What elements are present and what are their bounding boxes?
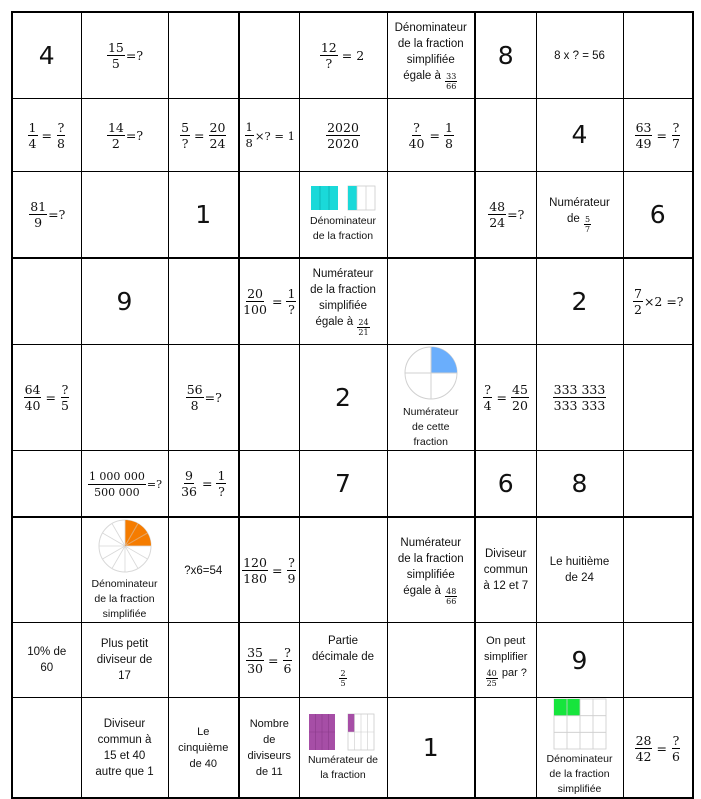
given-number: 6 — [497, 468, 514, 498]
cell-r2c5[interactable] — [387, 171, 475, 258]
math-expression: $\frac{56}{8}$ =? — [186, 382, 222, 413]
clue-text: 10% de 60 — [27, 646, 67, 674]
illustrated-clue: Dénominateur de la fraction — [300, 185, 387, 244]
cell-r0c5[interactable] — [387, 12, 475, 98]
cell-r3c8[interactable] — [623, 258, 693, 344]
cell-r8c5[interactable] — [387, 698, 475, 799]
math-expression: $\frac{28}{42}$ = $\frac{?}{6}$ — [635, 732, 680, 764]
cell-r2c3[interactable] — [239, 171, 299, 258]
illustrated-clue: Numérateur de cette fraction — [388, 345, 475, 450]
grid-row — [12, 98, 693, 171]
math-expression: $\frac{?}{4}$ = $\frac{45}{20}$ — [483, 382, 528, 413]
given-number: 7 — [335, 468, 351, 498]
cell-r0c6[interactable] — [475, 12, 536, 98]
cell-r2c2[interactable] — [168, 171, 239, 258]
bar-fraction-cyan-illustration — [310, 185, 376, 211]
cell-r5c1[interactable] — [81, 450, 168, 517]
cell-r2c1[interactable] — [81, 171, 168, 258]
cell-r7c7[interactable] — [536, 623, 623, 698]
cell-r4c2[interactable] — [168, 344, 239, 450]
cell-r2c0[interactable] — [12, 171, 81, 258]
cell-r4c8[interactable] — [623, 344, 693, 450]
cell-r8c3[interactable] — [239, 698, 299, 799]
cell-r5c4[interactable] — [299, 450, 387, 517]
cell-r1c2[interactable] — [168, 98, 239, 171]
pie-twelfths-orange-illustration — [97, 518, 153, 574]
clue-text: Numérateur de la fraction simplifiée égale à $\frac{48}{66}$ — [397, 536, 464, 606]
cell-r7c5[interactable] — [387, 623, 475, 698]
clue-text: Diviseur commun à 15 et 40 autre que 1 — [95, 717, 154, 778]
grid-row — [12, 258, 693, 344]
cell-r8c4[interactable] — [299, 698, 387, 799]
math-expression: $\frac{2020}{2020}$ — [327, 119, 359, 151]
math-expression: $\frac{15}{5}$ =? — [107, 40, 144, 72]
math-expression: $\frac{35}{30}$ = $\frac{?}{6}$ — [247, 645, 292, 676]
cell-r8c2[interactable] — [168, 698, 239, 799]
given-number: 9 — [571, 645, 588, 675]
clue-text: On peut simplifier $\frac{40}{25}$ par ? — [484, 634, 528, 688]
grid-row — [12, 623, 693, 698]
cell-r0c4[interactable] — [299, 12, 387, 98]
cell-r8c0[interactable] — [12, 698, 81, 799]
cell-r7c4[interactable] — [299, 623, 387, 698]
cell-r6c3[interactable] — [239, 517, 299, 623]
cell-r2c4[interactable] — [299, 171, 387, 258]
cell-r1c0[interactable] — [12, 98, 81, 171]
math-expression: $\frac{?}{40}$ = $\frac{1}{8}$ — [408, 119, 453, 151]
cell-r1c5[interactable] — [387, 98, 475, 171]
cell-r3c7[interactable] — [536, 258, 623, 344]
math-expression: $\frac{64}{40}$ = $\frac{?}{5}$ — [24, 382, 69, 413]
math-expression: $\frac{7}{2}$ ×2 =? — [633, 286, 684, 318]
cell-r5c2[interactable] — [168, 450, 239, 517]
cell-r0c7[interactable] — [536, 12, 623, 98]
grid-eighths-purple-illustration — [308, 713, 378, 751]
given-number: 2 — [571, 286, 588, 316]
cell-r3c0[interactable] — [12, 258, 81, 344]
cell-r5c7[interactable] — [536, 450, 623, 517]
math-expression: $\frac{333 333}{333 333}$ — [553, 382, 606, 413]
cell-r3c6[interactable] — [475, 258, 536, 344]
given-number: 4 — [571, 120, 588, 149]
cell-r4c3[interactable] — [239, 344, 299, 450]
cell-r8c6[interactable] — [475, 698, 536, 799]
given-number: 8 — [571, 468, 588, 498]
grid-row — [12, 344, 693, 450]
cell-r7c6[interactable] — [475, 623, 536, 698]
cell-r6c6[interactable] — [475, 517, 536, 623]
grid-row — [12, 698, 693, 799]
cell-r6c0[interactable] — [12, 517, 81, 623]
given-number: 4 — [38, 40, 55, 70]
cell-r5c5[interactable] — [387, 450, 475, 517]
cell-r4c7[interactable] — [536, 344, 623, 450]
math-expression: $\frac{1 000 000}{500 000}$ =? — [88, 469, 163, 499]
cell-r4c5[interactable] — [387, 344, 475, 450]
cell-r7c0[interactable] — [12, 623, 81, 698]
clue-text: Nombre de diviseurs de 11 — [247, 717, 291, 778]
cell-r6c1[interactable] — [81, 517, 168, 623]
clue-text: Plus petit diviseur de 17 — [96, 638, 153, 682]
cell-r1c4[interactable] — [299, 98, 387, 171]
math-expression: $\frac{63}{49}$ = $\frac{?}{7}$ — [635, 119, 680, 151]
cell-r7c8[interactable] — [623, 623, 693, 698]
cell-r3c1[interactable] — [81, 258, 168, 344]
cell-r8c8[interactable] — [623, 698, 693, 799]
cell-r3c5[interactable] — [387, 258, 475, 344]
clue-text: ?x6=54 — [184, 565, 223, 577]
cell-r4c4[interactable] — [299, 344, 387, 450]
grid-row — [12, 450, 693, 517]
math-expression: $\frac{48}{24}$ =? — [489, 199, 525, 231]
cell-r7c3[interactable] — [239, 623, 299, 698]
cell-r5c0[interactable] — [12, 450, 81, 517]
cell-r4c1[interactable] — [81, 344, 168, 450]
clue-text: Le cinquième de 40 — [178, 725, 229, 770]
pie-quarter-blue-illustration — [403, 345, 459, 401]
math-expression: $\frac{81}{9}$ =? — [30, 199, 66, 231]
clue-text: Dénominateur de la fraction simplifiée égale à $\frac{33}{66}$ — [394, 21, 467, 91]
puzzle-grid — [11, 11, 694, 799]
cell-r3c2[interactable] — [168, 258, 239, 344]
illustrated-clue: Numérateur de la fraction — [300, 713, 387, 783]
cell-r0c1[interactable] — [81, 12, 168, 98]
math-expression: $\frac{20}{100}$ = $\frac{1}{?}$ — [243, 286, 296, 318]
math-expression: $\frac{1}{4}$ = $\frac{?}{8}$ — [28, 119, 65, 151]
cell-r0c8[interactable] — [623, 12, 693, 98]
given-number: 1 — [195, 199, 212, 229]
cell-r1c8[interactable] — [623, 98, 693, 171]
clue-text: Diviseur commun à 12 et 7 — [483, 548, 529, 592]
cell-r0c3[interactable] — [239, 12, 299, 98]
given-number: 2 — [335, 382, 351, 412]
math-expression: $\frac{5}{?}$ = $\frac{20}{24}$ — [181, 119, 226, 151]
cell-r8c1[interactable] — [81, 698, 168, 799]
grid-row — [12, 12, 693, 98]
math-expression: $\frac{12}{?}$ = 2 — [320, 40, 365, 72]
given-number: 1 — [422, 733, 439, 762]
cell-r4c6[interactable] — [475, 344, 536, 450]
clue-text: Le huitième de 24 — [549, 556, 610, 584]
clue-text: 8 x ? = 56 — [554, 50, 605, 63]
cell-r6c4[interactable] — [299, 517, 387, 623]
cell-r1c6[interactable] — [475, 98, 536, 171]
math-expression: $\frac{120}{180}$ = $\frac{?}{9}$ — [243, 555, 296, 586]
given-number: 8 — [497, 40, 514, 70]
cell-r7c1[interactable] — [81, 623, 168, 698]
cell-r6c5[interactable] — [387, 517, 475, 623]
cell-r5c3[interactable] — [239, 450, 299, 517]
cell-r0c2[interactable] — [168, 12, 239, 98]
cell-r1c3[interactable] — [239, 98, 299, 171]
cell-r6c7[interactable] — [536, 517, 623, 623]
grid-row — [12, 517, 693, 623]
math-expression: $\frac{1}{8}$ ×? = 1 — [245, 120, 295, 150]
illustrated-clue: Dénominateur de la fraction simplifiée — [82, 518, 168, 622]
cell-r8c7[interactable] — [536, 698, 623, 799]
illustrated-clue: Dénominateur de la fraction simplifiée — [537, 698, 623, 797]
given-number: 6 — [649, 199, 666, 229]
cell-r3c3[interactable] — [239, 258, 299, 344]
clue-text: Numérateur de $\frac{5}{7}$ — [549, 196, 610, 234]
cell-r2c6[interactable] — [475, 171, 536, 258]
cell-r2c7[interactable] — [536, 171, 623, 258]
cell-r6c8[interactable] — [623, 517, 693, 623]
cell-r4c0[interactable] — [12, 344, 81, 450]
cell-r1c7[interactable] — [536, 98, 623, 171]
math-expression: $\frac{9}{36}$ = $\frac{1}{?}$ — [181, 468, 226, 500]
cell-r1c1[interactable] — [81, 98, 168, 171]
grid-twelfths-green-illustration — [553, 698, 607, 750]
cell-r7c2[interactable] — [168, 623, 239, 698]
clue-text: Numérateur de la fraction simplifiée égale à $\frac{24}{21}$ — [310, 267, 376, 337]
clue-text: Partie décimale de $\frac{2}{5}$ — [311, 634, 374, 688]
cell-r2c8[interactable] — [623, 171, 693, 258]
cell-r6c2[interactable] — [168, 517, 239, 623]
cell-r5c6[interactable] — [475, 450, 536, 517]
cell-r0c0[interactable] — [12, 12, 81, 98]
cell-r3c4[interactable] — [299, 258, 387, 344]
grid-row — [12, 171, 693, 258]
given-number: 9 — [116, 286, 133, 316]
math-expression: $\frac{14}{2}$ =? — [107, 119, 144, 151]
cell-r5c8[interactable] — [623, 450, 693, 517]
